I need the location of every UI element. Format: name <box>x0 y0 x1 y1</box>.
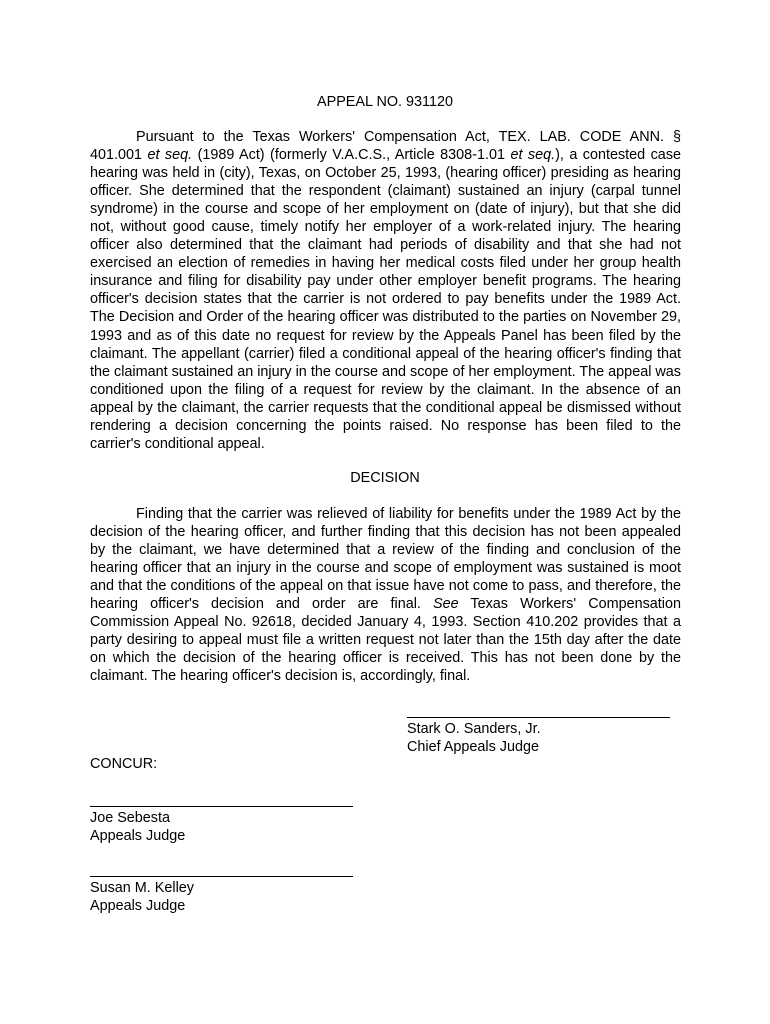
signer-name: Susan M. Kelley <box>90 880 194 896</box>
text-run: (1989 Act) (formerly V.A.C.S., Article 8308-1.01 <box>192 147 511 164</box>
signer-role: Chief Appeals Judge <box>407 739 540 755</box>
text-run: Finding that the carrier was relieved of liability for benefits under the 1989 Act by the decision of the hearing officer, and further finding that this decision has not been appealed by the claimant, we have determined that a review of the finding and conclusion of the hearing officer that an injury in the course and scope of employment was sustained is moot and that the conditions of the appeal on that issue have not come to pass, and therefore, the hearing officer's decision and order are final. <box>90 506 681 613</box>
signature-block-concurring-2 <box>90 862 353 915</box>
decision-heading: DECISION <box>350 470 420 486</box>
text-run: ), a contested case hearing was held in (city), Texas, on October 25, 1993, (hearing officer) presiding as hearing officer. She determined that the respondent (claimant) sustained an injury (carpal tunnel syndrome) in the course and scope of her employment on (date of injury), but that she did not, without good cause, timely notify her employer of a work-related injury. The hearing officer also determined that the claimant had periods of disability and that she had not exercised an election of remedies in having her medical costs filed under her group health insurance and filing for disability pay under other employer benefit programs. The hearing officer's decision states that the carrier is not ordered to pay benefits under the 1989 Act. The Decision and Order of the hearing officer was distributed to the parties on November 29, 1993 and as of this date no request for review by the Appeals Panel has been filed by the claimant. The appellant (carrier) filed a conditional appeal of the hearing officer's finding that the claimant sustained an injury in the course and scope of her employment. The appeal was conditioned upon the filing of a request for review by the claimant. In the absence of an appeal by the claimant, the carrier requests that the conditional appeal be dismissed without rendering a decision concerning the points raised. No response has been filed to the carrier's conditional appeal. <box>90 147 682 452</box>
text-run: Texas Workers' Compensation Commission Appeal No. 92618, decided January 4, 1993. Section 410.202 provides that a party desiring to appeal must file a written request not later than the 15th day after the date on which the decision of the hearing officer is received. This has not been done by the claimant. The hearing officer's decision is, accordingly, final. <box>90 596 681 685</box>
signature-line <box>407 703 670 718</box>
text-run: Pursuant to the Texas Workers' Compensation Act, TEX. LAB. CODE ANN. § 401.001 <box>90 129 681 164</box>
concur-label: CONCUR: <box>90 756 158 772</box>
signer-name: Stark O. Sanders, Jr. <box>407 721 541 737</box>
signature-line <box>90 862 353 877</box>
signer-role: Appeals Judge <box>90 898 186 914</box>
signature-block-concurring-1 <box>90 792 353 845</box>
paragraph-decision <box>90 505 681 685</box>
signature-block-chief-judge <box>407 703 670 756</box>
paragraph-background <box>90 128 681 453</box>
signature-line <box>90 792 353 807</box>
italic-run: See <box>432 596 459 613</box>
italic-run: et seq. <box>147 147 193 164</box>
signer-name: Joe Sebesta <box>90 810 171 826</box>
signer-role: Appeals Judge <box>90 828 186 844</box>
appeal-title: APPEAL NO. 931120 <box>317 94 453 110</box>
italic-run: et seq. <box>510 147 556 164</box>
